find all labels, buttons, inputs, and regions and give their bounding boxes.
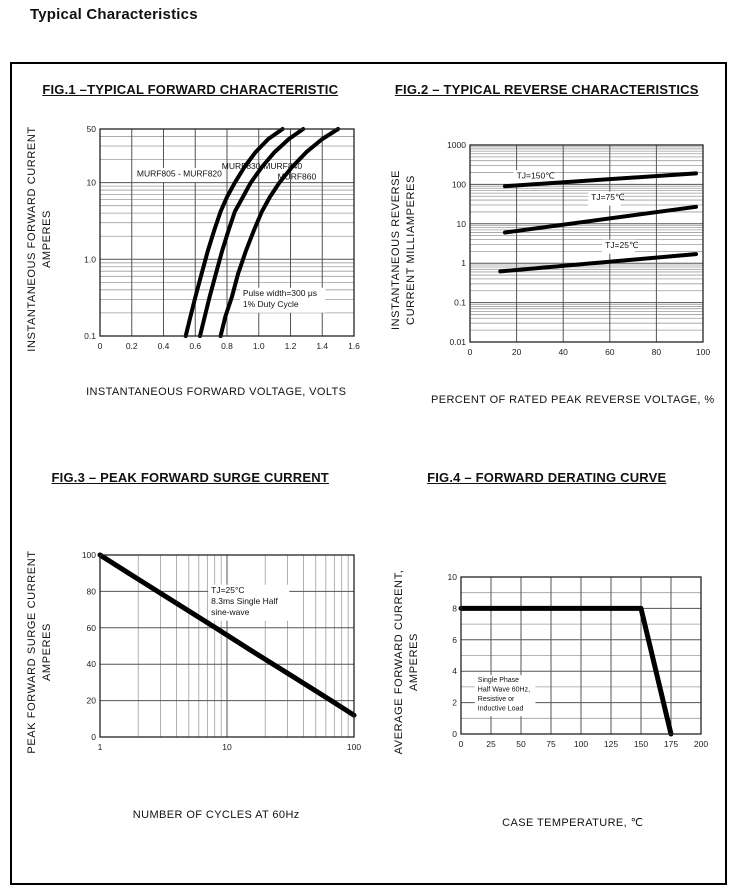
figure-2-body xyxy=(378,137,715,406)
y-tick-label: 80 xyxy=(86,586,97,597)
figure-3-y-axis-label xyxy=(14,547,66,757)
x-tick-label: 175 xyxy=(663,739,678,749)
figure-1-y-axis-label xyxy=(14,121,66,356)
series-line xyxy=(505,207,696,233)
figure-3 xyxy=(12,462,369,883)
x-tick-label: 1.6 xyxy=(348,341,361,351)
y-tick-label: 0.01 xyxy=(449,337,467,347)
x-tick-label: 10 xyxy=(222,742,232,752)
chart-svg xyxy=(430,137,715,362)
x-tick-label: 0.8 xyxy=(221,341,234,351)
y-tick-label: 60 xyxy=(86,622,97,633)
chart-annotation: TJ=25℃ xyxy=(605,240,639,251)
x-tick-label: 80 xyxy=(651,347,662,357)
y-tick-label: 1000 xyxy=(447,140,467,150)
figure-3-chart xyxy=(66,547,366,757)
y-tick-label: 1.0 xyxy=(84,254,97,265)
x-tick-label: 100 xyxy=(347,742,362,752)
x-tick-label: 100 xyxy=(696,347,711,357)
figure-3-title: FIG.3 – PEAK FORWARD SURGE CURRENT xyxy=(51,470,329,485)
x-tick-label: 0.4 xyxy=(157,341,170,351)
page-border-box xyxy=(10,62,727,885)
y-tick-label: 50 xyxy=(86,124,97,134)
figure-2 xyxy=(369,64,726,462)
figure-4-chart xyxy=(433,569,713,754)
figure-1-chart xyxy=(66,121,366,356)
x-tick-label: 150 xyxy=(633,739,648,749)
y-tick-label: 1 xyxy=(461,258,467,269)
y-tick-label: 0 xyxy=(452,729,457,739)
figure-4-y-axis-label-line2: AMPERES xyxy=(407,632,420,691)
y-tick-label: 40 xyxy=(86,659,97,670)
y-tick-label: 6 xyxy=(452,634,457,645)
y-tick-label: 8 xyxy=(452,603,457,614)
y-tick-label: 4 xyxy=(452,666,457,677)
chart-annotation: MURF860 xyxy=(277,171,317,182)
y-tick-label: 100 xyxy=(82,550,97,560)
figure-3-body xyxy=(14,547,366,821)
y-tick-label: 2 xyxy=(452,697,457,708)
x-tick-label: 1.4 xyxy=(316,341,329,351)
x-tick-label: 1.0 xyxy=(253,341,265,351)
x-tick-label: 0.2 xyxy=(126,341,138,351)
figure-2-y-axis-label-line1: INSTANTANEOUS REVERSE xyxy=(390,169,403,330)
y-tick-label: 10 xyxy=(447,572,457,582)
x-tick-label: 50 xyxy=(516,739,526,749)
chart-svg xyxy=(66,547,366,757)
chart-annotation: Pulse width=300 μs 1% Duty Cycle xyxy=(243,288,318,310)
x-tick-label: 60 xyxy=(605,347,615,357)
x-tick-label: 25 xyxy=(486,739,496,749)
figure-4-body xyxy=(381,569,713,829)
x-tick-label: 0 xyxy=(467,347,473,357)
y-tick-label: 20 xyxy=(86,695,97,706)
chart-annotation: Single Phase Half Wave 60Hz, Resistive or Inductive Load xyxy=(477,677,530,713)
x-tick-label: 75 xyxy=(546,739,556,749)
figure-1-x-axis-caption: INSTANTANEOUS FORWARD VOLTAGE, VOLTS xyxy=(86,386,347,398)
figure-1 xyxy=(12,64,369,462)
chart-annotation: TJ=150℃ xyxy=(516,170,555,181)
x-tick-label: 40 xyxy=(558,347,569,357)
figure-1-title: FIG.1 –TYPICAL FORWARD CHARACTERISTIC xyxy=(42,82,339,97)
chart-svg xyxy=(66,121,366,356)
figure-4-title: FIG.4 – FORWARD DERATING CURVE xyxy=(427,470,667,485)
figure-2-title: FIG.2 – TYPICAL REVERSE CHARACTERISTICS xyxy=(394,82,699,97)
y-tick-label: 0 xyxy=(91,732,97,742)
figure-3-y-axis-label-line2: AMPERES xyxy=(41,623,54,682)
figure-1-y-axis-label-line2: AMPERES xyxy=(41,209,54,268)
y-tick-label: 0.1 xyxy=(84,331,97,341)
figure-3-y-axis-label-line1: PEAK FORWARD SURGE CURRENT xyxy=(26,550,39,754)
x-tick-label: 20 xyxy=(512,347,522,357)
y-tick-label: 10 xyxy=(86,177,97,188)
x-tick-label: 100 xyxy=(573,739,588,749)
x-tick-label: 0 xyxy=(458,739,464,749)
y-tick-label: 10 xyxy=(456,218,467,229)
chart-svg xyxy=(433,569,713,754)
figure-2-y-axis-label xyxy=(378,137,430,362)
figure-2-chart xyxy=(430,137,715,362)
x-tick-label: 1 xyxy=(97,742,103,752)
chart-annotation: MURF805 - MURF820 xyxy=(137,168,223,179)
figure-4-y-axis-label xyxy=(381,569,433,754)
figure-4-y-axis-label-line1: AVERAGE FORWARD CURRENT, xyxy=(392,569,405,754)
x-tick-label: 125 xyxy=(603,739,618,749)
chart-annotation: TJ=75℃ xyxy=(591,192,625,203)
page-title: Typical Characteristics xyxy=(30,6,198,23)
figure-4 xyxy=(369,462,726,883)
figure-2-x-axis-caption: PERCENT OF RATED PEAK REVERSE VOLTAGE, % xyxy=(430,394,715,406)
x-tick-label: 0.6 xyxy=(189,341,202,351)
figure-1-y-axis-label-line1: INSTANTANEOUS FORWARD CURRENT xyxy=(26,125,39,352)
y-tick-label: 100 xyxy=(452,179,467,190)
x-tick-label: 0 xyxy=(97,341,103,351)
chart-annotation: TJ=25°C 8.3ms Single Half sine-wave xyxy=(211,585,279,618)
x-tick-label: 1.2 xyxy=(284,341,297,351)
chart-annotation: MURF830-MURF840 xyxy=(222,161,303,172)
figure-4-x-axis-caption: CASE TEMPERATURE, ℃ xyxy=(502,817,644,829)
x-tick-label: 200 xyxy=(693,739,708,749)
figure-2-y-axis-label-line2: CURRENT MILLIAMPERES xyxy=(405,174,418,325)
figure-1-body xyxy=(14,121,366,398)
figure-3-x-axis-caption: NUMBER OF CYCLES AT 60Hz xyxy=(132,809,300,821)
y-tick-label: 0.1 xyxy=(454,297,467,308)
